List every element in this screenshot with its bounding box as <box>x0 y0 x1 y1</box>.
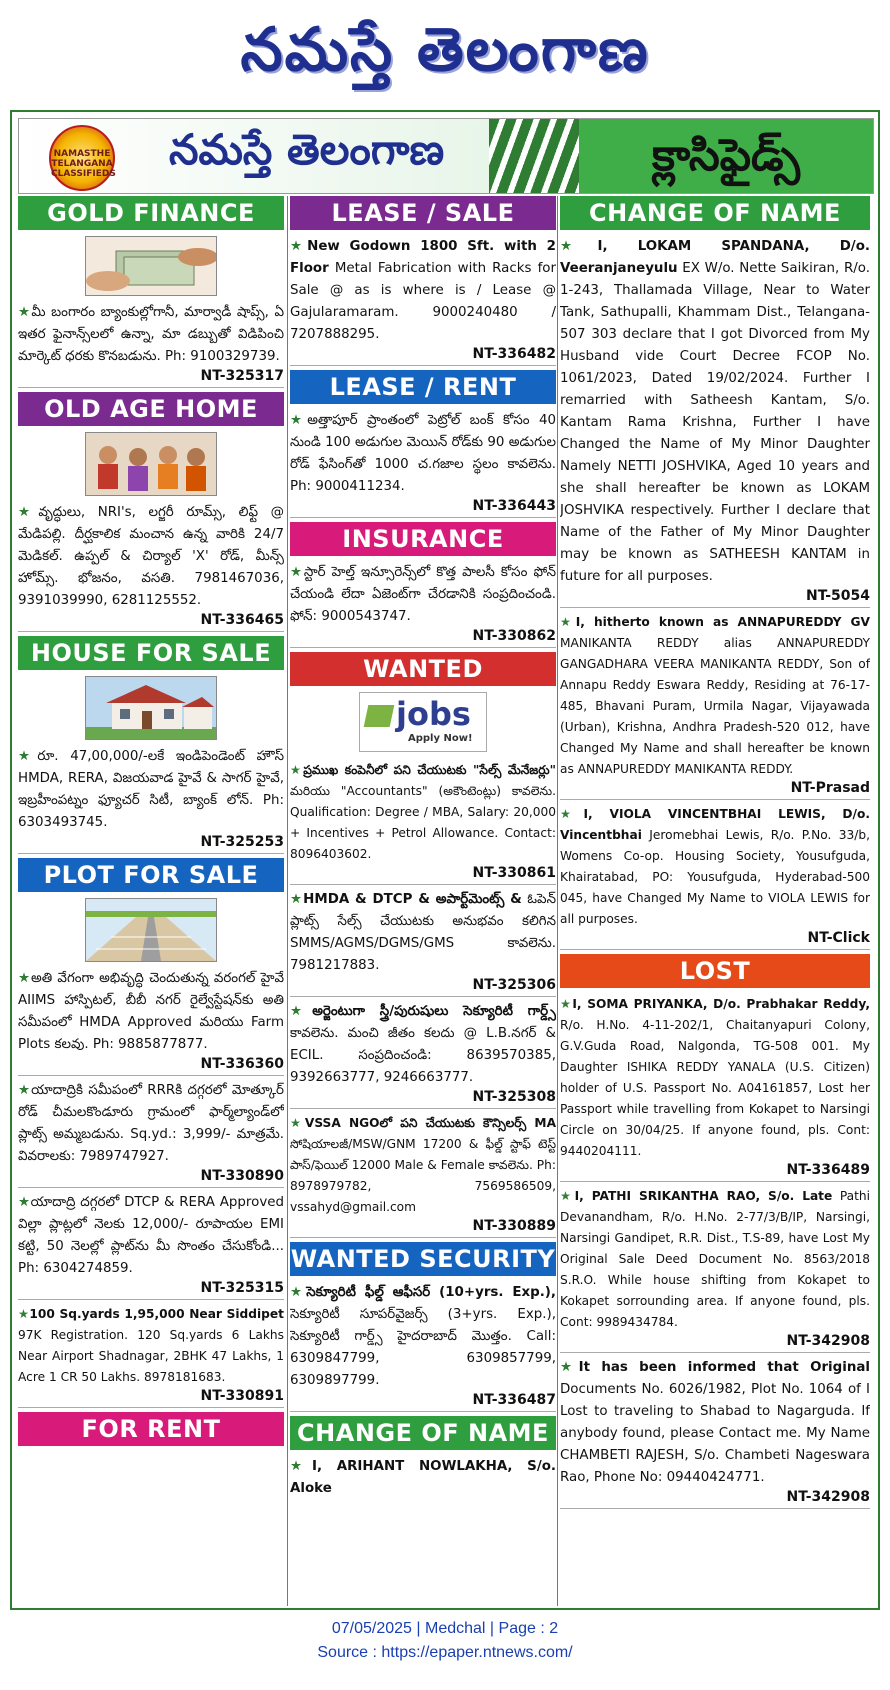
masthead <box>0 0 890 105</box>
column-divider <box>557 196 558 1606</box>
star-icon: ★ <box>290 1459 313 1474</box>
column-1 <box>18 196 284 1606</box>
lease-sale-header: LEASE / SALE <box>290 196 556 230</box>
insurance-ad: ★స్టార్ హెల్త్ ఇన్సూరెన్స్‌లో కొత్త పాలసీ కోసం ఫోన్ చేయండి లేదా ఏజెంట్‌గా చేరడానికి సంప్రదించండి. ఫోన్: 9000543747. <box>290 565 556 624</box>
star-icon: ★ <box>560 807 584 821</box>
insurance-header: INSURANCE <box>290 522 556 556</box>
ad-code: NT-336487 <box>290 1392 556 1412</box>
wanted-security-header: WANTED SECURITY <box>290 1242 556 1276</box>
classifieds-page <box>10 110 880 1610</box>
ad-code: NT-330889 <box>290 1218 556 1238</box>
elderly-people-image <box>85 432 217 496</box>
ad-code: NT-Prasad <box>560 780 870 800</box>
ad-code: NT-330891 <box>18 1388 284 1408</box>
star-icon: ★ <box>290 413 308 428</box>
newspaper-logo <box>49 125 115 191</box>
star-icon: ★ <box>560 1360 579 1375</box>
old-age-home-ad: ★వృద్ధులు, NRI's, లగ్జరీ రూమ్స్, లిఫ్ట్ @ మేడిపల్లి. దీర్ఘకాలిక మంచాన ఉన్న వారికి 24/7 మెడికల్. ఉప్పల్ & చిర్యాల్ 'X' రోడ్, మీన్స్ హోమ్స్. భోజనం, వసతి. 7981467036, 9391039990, 6281125552. <box>18 505 284 608</box>
ad-code: NT-5054 <box>560 588 870 608</box>
ad-code: NT-342908 <box>560 1333 870 1353</box>
jobs-word: jobs <box>396 695 471 733</box>
star-icon: ★ <box>290 1285 307 1300</box>
footer-source-link[interactable]: Source : https://epaper.ntnews.com/ <box>317 1644 573 1661</box>
ad-code: NT-325315 <box>18 1280 284 1300</box>
house-for-sale-ad: ★రూ. 47,00,000/-లకే ఇండిపెండెంట్ హౌస్ HMDA, RERA, విజయవాడ హైవే & సాగర్ హైవే, ఇబ్రహీంపట్నం ఫ్యూచర్ సిటీ, బ్యాంక్ లోన్. Ph: 6303493745. <box>18 749 284 830</box>
star-icon: ★ <box>290 239 308 254</box>
banner-stripe <box>489 119 579 193</box>
ad-code: NT-Click <box>560 930 870 950</box>
lost-header: LOST <box>560 954 870 988</box>
change-of-name-ad: ★I, ARIHANT NOWLAKHA, S/o. Aloke <box>290 1459 556 1496</box>
star-icon: ★ <box>560 615 576 629</box>
lease-rent-header: LEASE / RENT <box>290 370 556 404</box>
lost-ad: ★It has been informed that Original Documents No. 6026/1982, Plot No. 1064 of I Lost to traveling to Shabad to Nagarguda. If anybody found, please Contact me. My Name CHAMBETI RAJESH, S/o. Chambeti Nageswara Rao, Phone No: 09440424771. <box>560 1360 870 1485</box>
jobs-badge <box>359 692 487 752</box>
logo-text: NAMASTHE TELANGANA CLASSIFIEDS <box>51 149 116 179</box>
star-icon: ★ <box>290 1004 313 1019</box>
star-icon: ★ <box>18 749 38 764</box>
star-icon: ★ <box>18 1307 30 1321</box>
star-icon: ★ <box>290 1116 305 1130</box>
wanted-header: WANTED <box>290 652 556 686</box>
plot-ad: ★యాదాద్రి దగ్గరలో DTCP & RERA Approved విల్లా ప్లాట్లలో నెలకు 12,000/- రూపాయల EMI కట్టి, 50 నెలల్లో ప్లాట్‌ను మీ సొంతం చేసుకోండి... Ph: 6304274859. <box>18 1195 284 1276</box>
ad-code: NT-325317 <box>18 368 284 388</box>
ad-code: NT-336360 <box>18 1056 284 1076</box>
house-image <box>85 676 217 740</box>
star-icon: ★ <box>18 1195 31 1210</box>
change-of-name-header: CHANGE OF NAME <box>560 196 870 230</box>
money-hands-image <box>85 236 217 296</box>
plot-ad: ★100 Sq.yards 1,95,000 Near Siddipet 97K Registration. 120 Sq.yards 6 Lakhs Near Airport Shadnagar, 2BHK 47 Lakhs, 1 Acre 1 CR 50 Lakhs. 8978181683. <box>18 1307 284 1384</box>
star-icon: ★ <box>290 565 304 580</box>
star-icon: ★ <box>18 505 39 520</box>
change-of-name-ad: ★I, hitherto known as ANNAPUREDDY GV MANIKANTA REDDY alias ANNAPUREDDY GANGADHARA VEERA MANIKANTA REDDY, Son of Annapu Reddy Eswara Reddy, Residing at 76-17-485, Bhavani Puram, Urmila Nagar, Vijayawada (Urban), Krishna, Andhra Pradesh-520 012, have Changed My Name and shall hereafter be known as ANNAPUREDDY MANIKANTA REDDY. <box>560 615 870 776</box>
column-3 <box>560 196 870 1606</box>
ad-code: NT-336489 <box>560 1162 870 1182</box>
banner-section-title: క్లాసిఫైడ్స్ <box>579 119 873 193</box>
star-icon: ★ <box>560 997 573 1011</box>
ad-code: NT-336443 <box>290 498 556 518</box>
plot-ad: ★అతి వేగంగా అభివృద్ధి చెందుతున్న వరంగల్ హైవే AIIMS హాస్పిటల్, బీబీ నగర్ రైల్వేస్టేషన్‌కు అతి సమీపంలో HMDA Approved మరియు Farm Plots కలవు. Ph: 9885877877. <box>18 971 284 1052</box>
lease-sale-ad: ★New Godown 1800 Sft. with 2 Floor Metal Fabrication with Racks for Sale @ as is where is / Lease @ Gajularamaram. 9000240480 / 7207888295. <box>290 239 556 342</box>
star-icon: ★ <box>560 1189 575 1203</box>
star-icon: ★ <box>560 239 598 254</box>
lease-rent-ad: ★అత్తాపూర్ ప్రాంతంలో పెట్రోల్ బంక్ కోసం 40 నుండి 100 అడుగుల మెయిన్ రోడ్‌కు 90 అడుగుల రోడ్ ఫేసింగ్‌తో 1000 చ.గజాల స్థలం కావలెను. Ph: 9000411234. <box>290 413 556 494</box>
ad-code: NT-336482 <box>290 346 556 366</box>
column-divider <box>287 196 288 1606</box>
plot-layout-image <box>85 898 217 962</box>
gold-finance-ad: ★మీ బంగారం బ్యాంకుల్లోగానీ, మార్వాడీ షాప్స్, ఏ ఇతర ఫైనాన్స్‌లలో ఉన్నా, మా డబ్బుతో విడిపించి మార్కెట్ ధరకు కొనబడును. Ph: 9100329739. <box>18 305 284 364</box>
ad-code: NT-330890 <box>18 1168 284 1188</box>
star-icon: ★ <box>290 892 304 907</box>
wanted-ad: ★అర్జెంటుగా స్త్రీ/పురుషులు సెక్యూరిటీ గార్డ్స్ కావలెను. మంచి జీతం కలదు @ L.B.నగర్ & ECIL. సంప్రదించండి: 8639570385, 9392663777, 9246663777. <box>290 1004 556 1085</box>
star-icon: ★ <box>18 305 32 320</box>
change-of-name-ad: ★I, VIOLA VINCENTBHAI LEWIS, D/o. Vincentbhai Jeromebhai Lewis, R/o. P.No. 33/b, Womens Co-op. Housing Society, Yousufguda, Khairatabad, PO: Yousufguda, Hyderabad-500 045, have Changed My Name to VIOLA LEWIS for all purposes. <box>560 807 870 926</box>
house-for-sale-header: HOUSE FOR SALE <box>18 636 284 670</box>
jobs-subtitle: Apply Now! <box>408 733 473 744</box>
star-icon: ★ <box>18 971 31 986</box>
ad-code: NT-325306 <box>290 977 556 997</box>
star-icon: ★ <box>18 1083 32 1098</box>
wanted-ad: ★HMDA & DTCP & అపార్ట్‌మెంట్స్ & ఓపెన్ ప్లాట్స్ సేల్స్ చేయుటకు అనుభవం కలిగిన SMMS/AGMS/DGMS/GMS కావలెను. 7981217883. <box>290 892 556 973</box>
ad-code: NT-325253 <box>18 834 284 854</box>
lost-ad: ★I, PATHI SRIKANTHA RAO, S/o. Late Pathi Devanandham, R/o. H.No. 2-77/3/B/IP, Narsingi, Narsingi Gandipet, R.R. Dist., T.S-89, have Lost My Original Sale Deed Document No. 8563/2018 S.R.O. While house shifting from Kokapet to Kokapet sorrounding area. If anyone found, pls. Cont: 9989434784. <box>560 1189 870 1329</box>
plot-for-sale-header: PLOT FOR SALE <box>18 858 284 892</box>
change-of-name-header: CHANGE OF NAME <box>290 1416 556 1450</box>
wanted-security-ad: ★సెక్యూరిటీ ఫీల్డ్ ఆఫీసర్ (10+yrs. Exp.), సెక్యూరిటీ సూపర్‌వైజర్స్ (3+yrs. Exp.), సెక్యూరిటీ గార్డ్స్ హైదరాబాద్ మొత్తం. Call: 6309847799, 6309857799, 6309897799. <box>290 1285 556 1388</box>
masthead-title: నమస్తే తెలంగాణ <box>240 15 650 85</box>
for-rent-header: FOR RENT <box>18 1412 284 1446</box>
jobs-icon <box>364 705 395 727</box>
ad-code: NT-325308 <box>290 1089 556 1109</box>
old-age-home-header: OLD AGE HOME <box>18 392 284 426</box>
wanted-ad: ★ప్రముఖ కంపెనీలో పని చేయుటకు "సేల్స్ మేనేజర్లు" మరియు "Accountants" (అకౌంటెంట్లు) కావలెను. Qualification: Degree / MBA, Salary: 20,000 + Incentives + Petrol Allowance. Contact: 8096403602. <box>290 763 556 861</box>
ad-code: NT-330861 <box>290 865 556 885</box>
ad-code: NT-330862 <box>290 628 556 648</box>
banner-brand: నమస్తే తెలంగాణ <box>169 125 445 174</box>
star-icon: ★ <box>290 763 304 777</box>
column-2 <box>290 196 556 1606</box>
classifieds-banner <box>18 118 874 194</box>
change-of-name-ad: ★I, LOKAM SPANDANA, D/o. Veeranjaneyulu EX W/o. Nette Saikiran, R/o. 1-243, Thallamada Village, Near to Water Tank, Sathupalli, Khammam Dist., Telangana-507 303 declare that I got Divorced from My Husband vide Court Decree FCOP No. 1061/2023, Dated 19/02/2024. Further I remarried with Satheesh Kantam, S/o. Kantam Rama Krishna, Further I have Changed the Name of My Minor Daughter Namely NETTI JOSHVIKA, Aged 10 years and she shall hereafter be known as LOKAM JOSHVIKA respectively. Further I declare that Name of the Father of My Minor Daughter may be known as SATHEESH KANTAM in future for all purposes. <box>560 239 870 584</box>
wanted-ad: ★VSSA NGOలో పని చేయుటకు కౌన్సిలర్స్ MA సోషియాలజీ/MSW/GNM 17200 & ఫీల్డ్ స్టాఫ్ టెస్ట్ పాస్/ఫెయిల్ 12000 Male & Female కావలెను. Ph: 8978979782, 7569586509, vssahyd@gmail.com <box>290 1116 556 1214</box>
ad-code: NT-336465 <box>18 612 284 632</box>
ad-code: NT-342908 <box>560 1489 870 1509</box>
footer-date-line: 07/05/2025 | Medchal | Page : 2 <box>331 1620 559 1637</box>
lost-ad: ★I, SOMA PRIYANKA, D/o. Prabhakar Reddy, R/o. H.No. 4-11-202/1, Chaitanyapuri Colony, G.V.Guda Road, Nalgonda, TG-508 001. My Daughter ISHIKA REDDY YANALA (U.S. Citizen) holder of U.S. Passport No. A04161857, Lost her Passport while travelling from Kokapet to Narsingi Circle on 30/04/25. If anyone found, pls. Cont: 9440204111. <box>560 997 870 1158</box>
gold-finance-header: GOLD FINANCE <box>18 196 284 230</box>
plot-ad: ★యాదాద్రికి సమీపంలో RRRకి దగ్గరలో మోత్కూర్ రోడ్ చీమలకొండూరు గ్రామంలో ఫార్మ్‌ల్యాండ్‌లో ప్లాట్స్ అమ్మబడును. Sq.yd.: 3,999/- మాత్రమే. వివరాలకు: 7989747927. <box>18 1083 284 1164</box>
